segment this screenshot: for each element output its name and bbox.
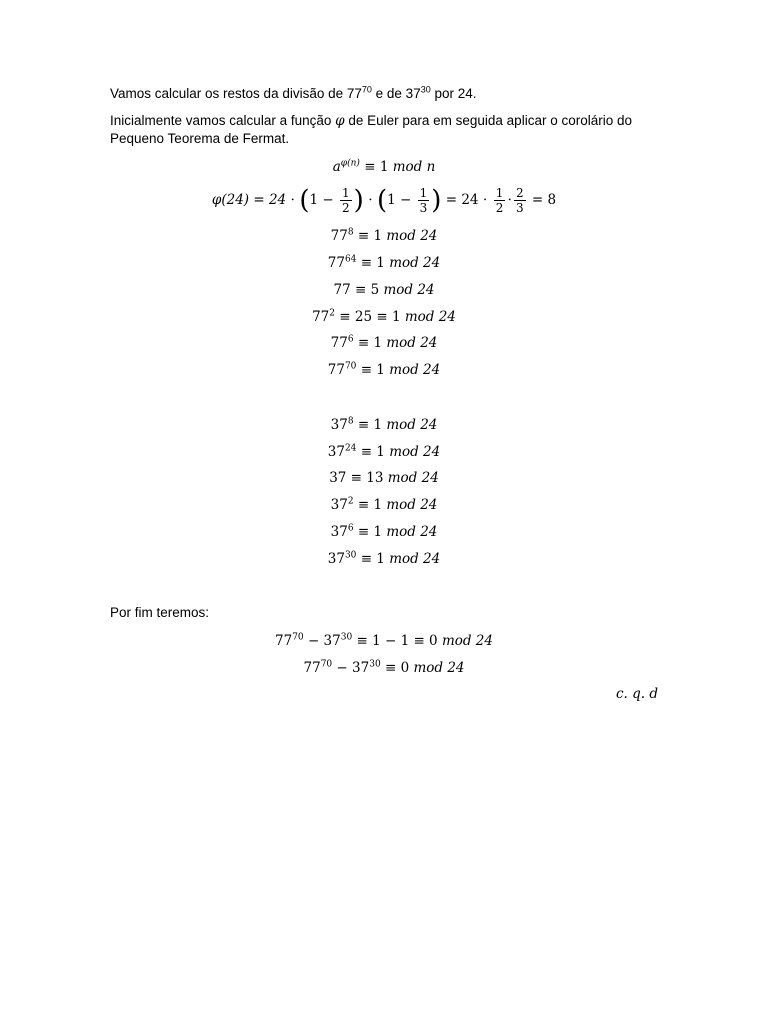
qed-mark: c. q. d <box>615 686 658 702</box>
eq-base: 77 <box>330 228 348 244</box>
eq-exp: 70 <box>344 361 357 372</box>
euler-theorem-equation <box>0 158 768 176</box>
final-equation-2 <box>0 659 768 677</box>
eq-mod: mod 24 <box>383 282 435 298</box>
eq-rel: ≡ 1 <box>353 228 387 244</box>
congruence-37-6 <box>0 523 768 541</box>
eq-mod: mod 24 <box>386 228 438 244</box>
eq-rel: ≡ 1 <box>356 444 390 460</box>
fraction-denominator: 3 <box>515 201 524 215</box>
paren-close: ) <box>353 185 364 216</box>
conclusion-text: Por fim teremos: <box>110 605 210 620</box>
fraction-denominator: 2 <box>495 201 504 215</box>
intro2-text-a: Inicialmente vamos calcular a função <box>110 113 336 128</box>
eq-rel: ≡ 5 <box>350 282 384 298</box>
paren-close: ) <box>431 185 442 216</box>
eq-rel: ≡ 1 <box>356 362 390 378</box>
eq-exp: 2 <box>329 308 335 319</box>
dot-operator: ⋅ <box>363 192 377 208</box>
eq-rel: ≡ 0 <box>380 660 414 676</box>
intro-text-a: Vamos calcular os restos da divisão de 77 <box>110 86 362 101</box>
eq-mod: mod 24 <box>386 335 438 351</box>
eq-mod: mod 24 <box>386 417 438 433</box>
intro-text-b: e de 37 <box>371 86 421 101</box>
paren-open: ( <box>299 185 310 216</box>
eq-base: 77 <box>330 335 348 351</box>
congruence-77-1 <box>0 281 768 299</box>
eq-exp: 24 <box>344 443 357 454</box>
eq-base: 77 <box>333 282 351 298</box>
eq-exp: 70 <box>320 659 333 670</box>
phi-term1: 1 − <box>309 192 338 208</box>
eq-mod: mod 24 <box>413 660 465 676</box>
eq-base: 77 <box>312 309 330 325</box>
phi-lhs: φ(24) = 24 ⋅ <box>211 192 300 208</box>
intro2-text-b: de Euler para em seguida aplicar o corolário do Pequeno Teorema de Fermat. <box>110 113 632 146</box>
eq-rel: ≡ 1 <box>356 255 390 271</box>
intro-paragraph-1 <box>110 85 670 103</box>
fraction-denominator: 2 <box>341 201 350 215</box>
eq-base: 37 <box>327 551 345 567</box>
eq-mod: mod 24 <box>404 309 456 325</box>
paren-open: ( <box>377 185 388 216</box>
eq-base: 37 <box>330 417 348 433</box>
congruence-77-2 <box>0 308 768 326</box>
eq-rel: ≡ 1 <box>353 524 387 540</box>
phi-formula-equation <box>0 186 768 215</box>
eq-minus: − 37 <box>303 633 341 649</box>
intro-exp-1: 70 <box>361 84 372 95</box>
intro-paragraph-2 <box>110 112 670 148</box>
fraction-numerator: 2 <box>515 186 524 200</box>
eq-rel: ≡ 1 <box>353 335 387 351</box>
eq-exp: 2 <box>347 496 354 507</box>
eq-mod: mod 24 <box>441 633 493 649</box>
eq-exp: 64 <box>344 254 357 265</box>
eq-rel: ≡ 1 <box>353 417 387 433</box>
eq-exp: 30 <box>340 632 353 643</box>
fraction <box>340 186 352 215</box>
eq-base: 77 <box>303 660 321 676</box>
eq-base: a <box>332 159 341 175</box>
eq-mod: mod 24 <box>389 444 441 460</box>
congruence-37-30 <box>0 550 768 568</box>
fraction <box>418 186 430 215</box>
eq-mod: mod 24 <box>386 497 438 513</box>
fraction-numerator: 1 <box>495 186 504 200</box>
dot-operator: ⋅ <box>507 192 512 208</box>
eq-mod: mod 24 <box>389 362 441 378</box>
eq-rel: ≡ 1 − 1 ≡ 0 <box>352 633 442 649</box>
eq-exp: 70 <box>292 632 304 643</box>
eq-rel: ≡ 25 ≡ 1 <box>335 309 405 325</box>
intro-exp-2: 30 <box>420 84 431 95</box>
eq-exp: 6 <box>347 334 354 345</box>
congruence-37-8 <box>0 416 768 434</box>
intro-text-c: por 24. <box>430 86 477 101</box>
eq-mod: mod 24 <box>389 255 441 271</box>
eq-mod: mod 24 <box>389 551 441 567</box>
fraction-numerator: 1 <box>341 186 350 200</box>
eq-rel: ≡ 1 <box>353 497 387 513</box>
congruence-77-8 <box>0 227 768 245</box>
eq-base: 37 <box>330 524 348 540</box>
eq-rel: ≡ 13 <box>346 470 388 486</box>
eq-mod: mod 24 <box>387 470 439 486</box>
eq-base: 37 <box>330 497 348 513</box>
eq-minus: − 37 <box>332 660 370 676</box>
eq-mod: mod 24 <box>386 524 438 540</box>
eq-base: 77 <box>275 633 293 649</box>
eq-exp: 8 <box>347 227 354 238</box>
phi-symbol: φ <box>335 113 345 129</box>
eq-base: 77 <box>327 362 345 378</box>
final-equation-1 <box>0 632 768 650</box>
congruence-77-70 <box>0 361 768 379</box>
eq-exp: 30 <box>369 659 381 670</box>
congruence-37-1 <box>0 469 768 487</box>
fraction <box>514 186 526 215</box>
eq-exp: 6 <box>347 523 354 534</box>
congruence-77-6 <box>0 334 768 352</box>
fraction <box>494 186 506 215</box>
eq-base: 77 <box>327 255 345 271</box>
eq-mod: mod n <box>392 159 436 175</box>
congruence-77-64 <box>0 254 768 272</box>
eq-base: 37 <box>327 444 345 460</box>
eq-exp: 30 <box>344 550 357 561</box>
eq-rel: ≡ 1 <box>359 159 393 175</box>
eq-base: 37 <box>329 470 347 486</box>
fraction-denominator: 3 <box>419 201 428 215</box>
phi-result: = 8 <box>527 192 557 208</box>
phi-mid: = 24 ⋅ <box>441 192 492 208</box>
congruence-37-24 <box>0 443 768 461</box>
eq-exp: 8 <box>347 416 354 427</box>
eq-rel: ≡ 1 <box>356 551 390 567</box>
eq-exp: φ(n) <box>340 158 360 169</box>
congruence-37-2 <box>0 496 768 514</box>
fraction-numerator: 1 <box>419 186 428 200</box>
phi-term2: 1 − <box>387 192 416 208</box>
